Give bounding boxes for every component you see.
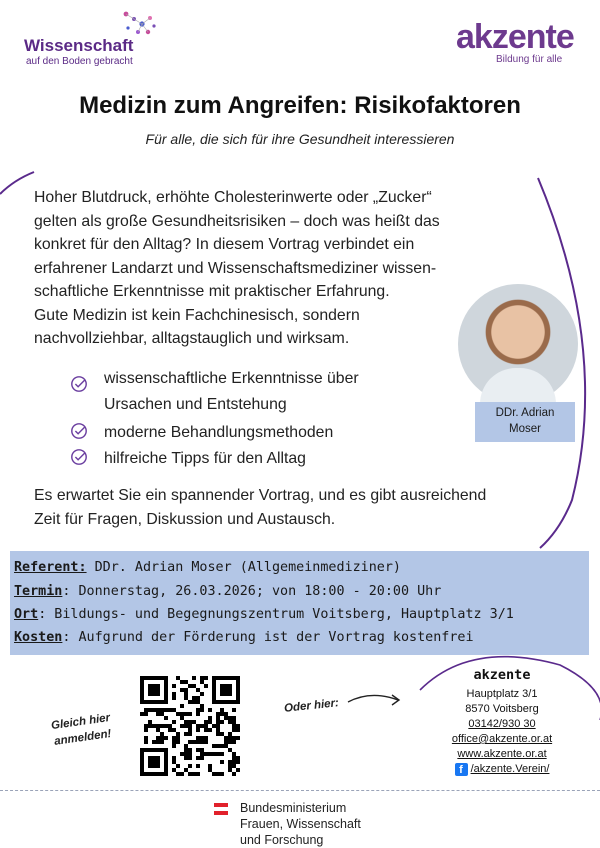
ort-label: Ort	[14, 607, 39, 622]
address-street: Hauptplatz 3/1	[466, 688, 538, 700]
phone-link[interactable]: 03142/930 30	[468, 718, 536, 730]
ort-value: : Bildungs- und Begegnungszentrum Voitsberg, Hauptplatz 3/1	[38, 607, 514, 622]
speaker-shirt	[480, 368, 556, 404]
referent-label: Referent:	[14, 560, 87, 575]
austria-flag-icon	[214, 803, 228, 815]
address-city: 8570 Voitsberg	[465, 703, 539, 715]
closing-line: Zeit für Fragen, Diskussion und Austausch.	[34, 511, 336, 528]
signup-line: Gleich hier	[50, 712, 111, 733]
event-info-box	[10, 551, 589, 655]
logo-left-tagline: auf den Boden gebracht	[26, 56, 133, 67]
kosten-label: Kosten	[14, 630, 63, 645]
ministry-line: Bundesministerium	[240, 801, 347, 815]
intro-line: konkret für den Alltag? In diesem Vortrag verbindet ein	[34, 236, 415, 253]
termin-value: : Donnerstag, 26.03.2026; von 18:00 - 20:00 Uhr	[62, 584, 442, 599]
ministry-line: und Forschung	[240, 833, 324, 847]
termin-label: Termin	[14, 584, 63, 599]
intro-line: Gute Medizin ist kein Fachchinesisch, sondern	[34, 306, 360, 324]
page-subtitle: Für alle, die sich für ihre Gesundheit interessieren	[145, 131, 455, 147]
signup-qr-code[interactable]	[140, 676, 240, 776]
org-name: akzente	[473, 667, 531, 683]
referent-value: DDr. Adrian Moser (Allgemeinmediziner)	[86, 560, 401, 575]
kosten-row	[14, 630, 474, 645]
wissenschaft-logo	[24, 10, 164, 66]
divider	[0, 790, 600, 792]
closing-line: Es erwartet Sie ein spannender Vortrag, und es gibt ausreichend	[34, 487, 487, 504]
ministry-line: Frauen, Wissenschaft	[240, 817, 361, 831]
check-circle-icon	[70, 375, 88, 393]
facebook-row[interactable]	[432, 762, 572, 777]
check-circle-icon	[70, 448, 88, 466]
akzente-logo	[456, 20, 596, 70]
caption-line: DDr. Adrian	[495, 407, 555, 419]
intro-text	[34, 186, 504, 351]
signup-line: anmelden!	[53, 727, 113, 748]
web-link[interactable]: www.akzente.or.at	[457, 748, 547, 760]
termin-row	[14, 584, 441, 599]
referent-row	[14, 560, 401, 575]
logo-left-title: Wissenschaft	[24, 36, 134, 55]
closing-text	[34, 484, 486, 532]
intro-line: schaftliche Erkenntnisse mit praktischer Erfahrung.	[34, 283, 390, 300]
logo-right-title: akzente	[456, 18, 574, 56]
ort-row	[14, 607, 514, 622]
facebook-link[interactable]: /akzente.Verein/	[470, 763, 550, 775]
intro-line: nachvollziehbar, alltagstauglich und wirksam.	[34, 330, 350, 347]
arrow-icon	[346, 688, 406, 712]
ministry-logo	[240, 800, 361, 848]
caption-line: Moser	[509, 423, 541, 435]
kosten-value: : Aufgrund der Förderung ist der Vortrag kostenfrei	[62, 630, 474, 645]
oder-hier-label: Oder hier:	[283, 697, 340, 715]
checklist-text: moderne Behandlungsmethoden	[104, 424, 334, 441]
contact-address	[432, 668, 572, 777]
intro-line: Hoher Blutdruck, erhöhte Cholesterinwerte oder „Zucker“	[34, 189, 432, 206]
intro-line: erfahrener Landarzt und Wissenschaftsmediziner wissen-	[34, 259, 437, 277]
check-circle-icon	[70, 422, 88, 440]
intro-line: gelten als große Gesundheitsrisiken – doch was heißt das	[34, 212, 440, 230]
page-title: Medizin zum Angreifen: Risikofaktoren	[79, 92, 521, 119]
checklist-text: Ursachen und Entstehung	[104, 396, 287, 413]
logo-right-tagline: Bildung für alle	[496, 54, 563, 65]
facebook-icon: f	[455, 763, 468, 776]
checklist-text: wissenschaftliche Erkenntnisse über	[104, 370, 359, 387]
photo-caption	[475, 402, 575, 442]
checklist-text: hilfreiche Tipps für den Alltag	[104, 450, 306, 467]
speaker-photo	[458, 284, 578, 404]
email-link[interactable]: office@akzente.or.at	[451, 733, 553, 745]
